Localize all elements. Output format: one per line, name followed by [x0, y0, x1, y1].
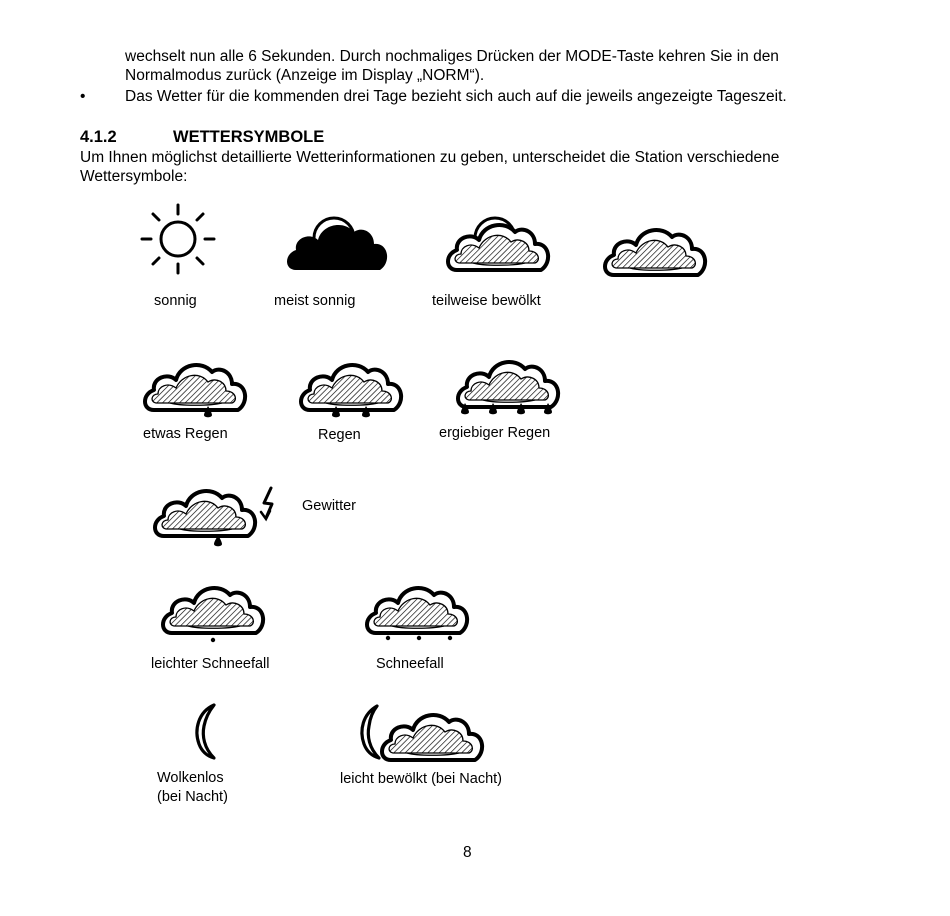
label-clear-night-line-1: Wolkenlos [157, 770, 224, 786]
sun-cloud-icon [282, 200, 394, 282]
moon-cloud-icon [355, 698, 490, 768]
label-light-snow: leichter Schneefall [151, 656, 270, 672]
section-number: 4.1.2 [80, 128, 117, 146]
cloud-rain-1-icon [140, 340, 252, 422]
section-desc-line-1: Um Ihnen möglichst detaillierte Wetterinformationen zu geben, unterscheidet die Station verschiedene [80, 149, 780, 166]
label-mostly-sunny: meist sonnig [274, 293, 356, 309]
label-rain: Regen [318, 427, 361, 443]
cloud-snow-3-icon [362, 563, 480, 651]
section-desc-line-2: Wettersymbole: [80, 168, 188, 185]
bullet-marker: • [80, 88, 86, 105]
cloud-rain-4-icon [453, 337, 565, 419]
moon-icon [190, 702, 224, 760]
label-heavy-rain: ergiebiger Regen [439, 425, 551, 441]
cloud-icon [600, 205, 712, 283]
cloud-rain-2-icon [296, 340, 408, 422]
intro-line-2: Normalmodus zurück (Anzeige im Display „NORM“). [125, 67, 485, 84]
cloud-lightning-icon [150, 466, 285, 552]
sun-cloud-shaded-icon [443, 200, 555, 282]
label-thunderstorm: Gewitter [302, 498, 356, 514]
intro-line-1: wechselt nun alle 6 Sekunden. Durch nochmaliges Drücken der MODE-Taste kehren Sie in den [125, 48, 779, 65]
label-clear-night-line-2: (bei Nacht) [157, 789, 228, 805]
label-snow: Schneefall [376, 656, 444, 672]
label-partly-cloudy-night: leicht bewölkt (bei Nacht) [340, 771, 502, 787]
section-title: WETTERSYMBOLE [173, 128, 325, 146]
bullet-text: Das Wetter für die kommenden drei Tage bezieht sich auch auf die jeweils angezeigte Tageszeit. [125, 88, 787, 105]
label-sunny: sonnig [154, 293, 197, 309]
page-number: 8 [463, 844, 472, 861]
sun-icon [138, 203, 218, 275]
label-partly-cloudy: teilweise bewölkt [432, 293, 541, 309]
cloud-snow-1-icon [158, 563, 276, 651]
label-light-rain: etwas Regen [143, 426, 228, 442]
